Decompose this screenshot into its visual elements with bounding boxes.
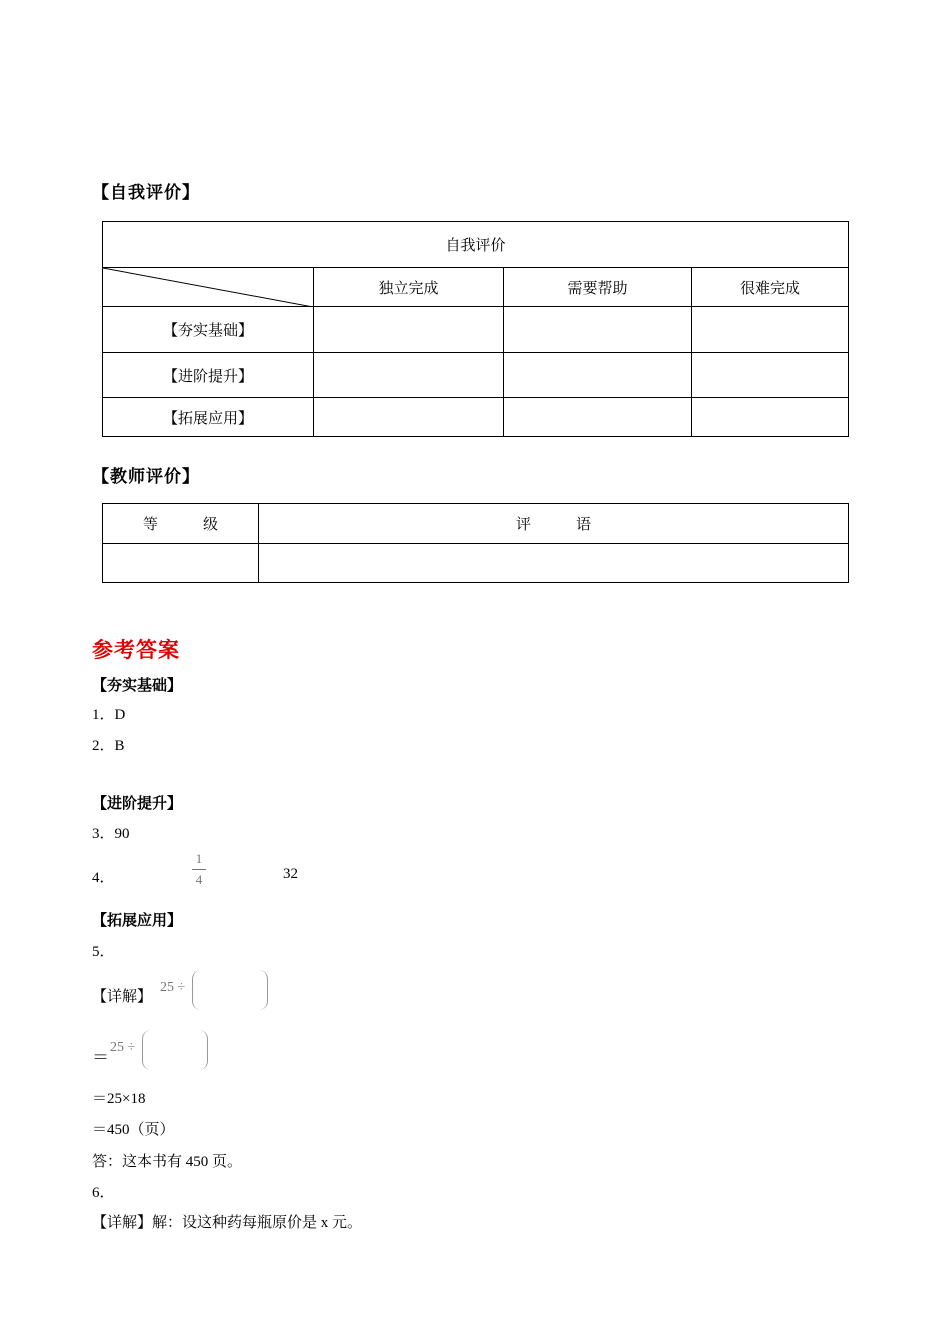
solution-line-3: ＝25×18 bbox=[92, 1091, 146, 1107]
fraction-bar bbox=[192, 869, 206, 870]
col-header-independent: 独立完成 bbox=[314, 268, 504, 307]
table-cell bbox=[692, 353, 849, 398]
fraction-denominator: 4 bbox=[195, 872, 203, 887]
table-cell bbox=[314, 398, 504, 437]
col-header-comment: 评 语 bbox=[259, 504, 849, 544]
col-header-need-help: 需要帮助 bbox=[504, 268, 692, 307]
table-cell bbox=[692, 307, 849, 353]
table-cell bbox=[314, 353, 504, 398]
col-header-difficult: 很难完成 bbox=[692, 268, 849, 307]
diagonal-line bbox=[103, 268, 313, 307]
col-header-grade: 等 级 bbox=[103, 504, 259, 544]
answers-title: 参考答案 bbox=[92, 637, 180, 662]
self-eval-heading: 【自我评价】 bbox=[92, 183, 200, 203]
answer-1: 1．D bbox=[92, 707, 126, 723]
solution-6-line: 【详解】解：设这种药每瓶原价是 x 元。 bbox=[92, 1215, 363, 1231]
teacher-eval-heading: 【教师评价】 bbox=[92, 467, 200, 487]
answer-6-number: 6． bbox=[92, 1185, 115, 1201]
solution-line-4: ＝450（页） bbox=[92, 1122, 175, 1138]
self-eval-table bbox=[102, 221, 849, 437]
expression-1: 25 ÷ bbox=[160, 980, 186, 995]
self-eval-table-title: 自我评价 bbox=[103, 222, 849, 268]
parenthesis-1 bbox=[192, 970, 268, 1010]
answer-4-value: 32 bbox=[283, 866, 298, 882]
section-extension: 【拓展应用】 bbox=[92, 911, 183, 929]
answer-5-number: 5． bbox=[92, 944, 115, 960]
answer-2: 2．B bbox=[92, 738, 125, 754]
answer-3: 3．90 bbox=[92, 826, 130, 842]
fraction bbox=[192, 852, 206, 887]
table-cell bbox=[504, 353, 692, 398]
row-label-advanced: 【进阶提升】 bbox=[103, 353, 314, 398]
table-cell bbox=[259, 544, 849, 583]
section-advanced: 【进阶提升】 bbox=[92, 794, 183, 812]
equals-sign: ＝ bbox=[92, 1048, 109, 1067]
table-cell bbox=[692, 398, 849, 437]
fraction-numerator: 1 bbox=[195, 851, 203, 866]
answer-4-number: 4． bbox=[92, 870, 115, 886]
row-label-extension: 【拓展应用】 bbox=[103, 398, 314, 437]
parenthesis-2 bbox=[142, 1030, 208, 1070]
diagonal-header-cell bbox=[103, 268, 314, 307]
teacher-eval-table bbox=[102, 503, 849, 583]
table-cell bbox=[314, 307, 504, 353]
table-cell bbox=[103, 544, 259, 583]
detail-label: 【详解】 bbox=[92, 989, 153, 1005]
expression-2: 25 ÷ bbox=[110, 1040, 136, 1055]
table-cell bbox=[504, 307, 692, 353]
row-label-basic: 【夯实基础】 bbox=[103, 307, 314, 353]
solution-answer: 答：这本书有 450 页。 bbox=[92, 1154, 243, 1170]
table-cell bbox=[504, 398, 692, 437]
section-basic: 【夯实基础】 bbox=[92, 676, 183, 694]
